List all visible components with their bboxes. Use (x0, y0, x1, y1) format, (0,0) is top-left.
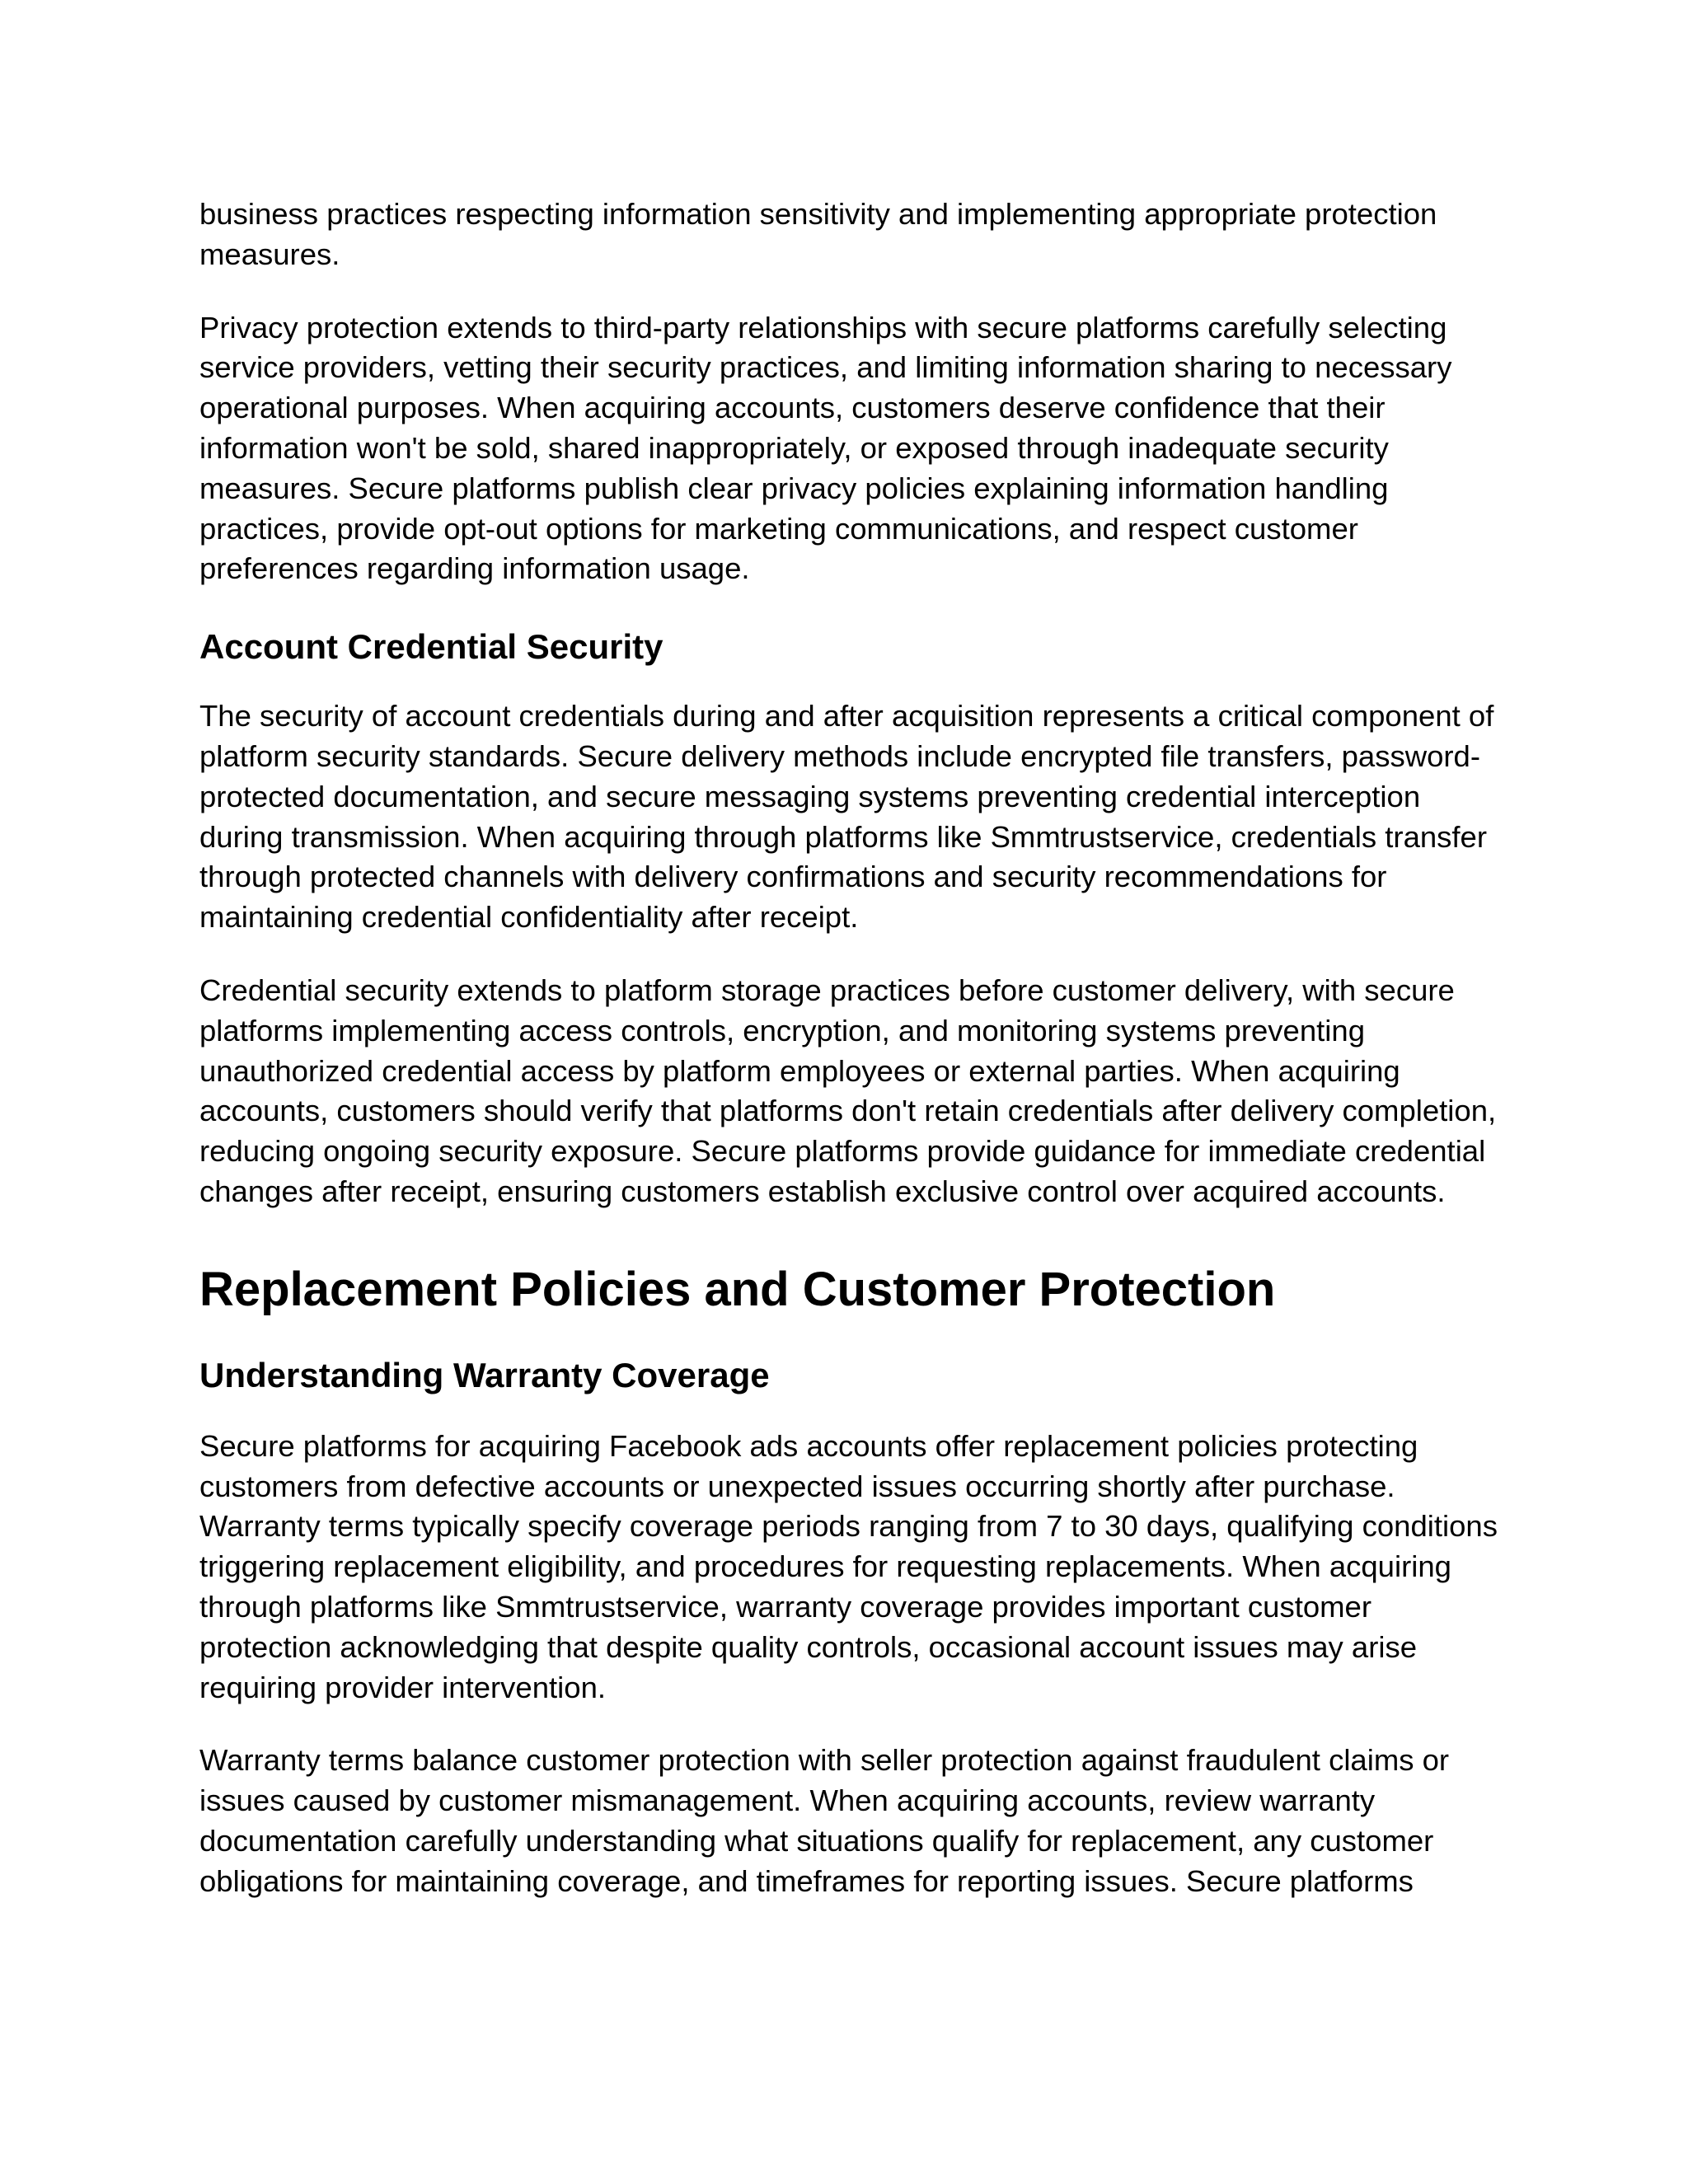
paragraph-third-party-privacy: Privacy protection extends to third-party relationships with secure platforms carefully selecting service providers, vetting their security practices, and limiting information sharing to necessary operational purposes. When acquiring accounts, customers deserve confidence that their information won't be sold, shared inappropriately, or exposed through inadequate security measures. Secure platforms publish clear privacy policies explaining information handling practices, provide opt-out options for marketing communications, and respect customer preferences regarding information usage. (199, 310, 1452, 586)
paragraph-privacy-practices: business practices respecting information sensitivity and implementing appropriate protection measures. (199, 197, 1437, 271)
paragraph-credential-storage: Credential security extends to platform storage practices before customer delivery, with secure platforms implementing access controls, encryption, and monitoring systems preventing unauthorized credential access by platform employees or external parties. When acquiring accounts, customers should verify that platforms don't retain credentials after delivery completion, reducing ongoing security exposure. Secure platforms provide guidance for immediate credential changes after receipt, ensuring customers establish exclusive control over acquired accounts. (199, 972, 1497, 1208)
paragraph-warranty-coverage: Secure platforms for acquiring Facebook ads accounts offer replacement policies protecting customers from defective accounts or unexpected issues occurring shortly after purchase. Warranty terms typically specify coverage periods ranging from 7 to 30 days, qualifying conditions triggering replacement eligibility, and procedures for requesting replacements. When acquiring through platforms like Smmtrustservice, warranty coverage provides important customer protection acknowledging that despite quality controls, occasional account issues may arise requiring provider intervention. (199, 1428, 1498, 1704)
paragraph-credential-delivery: The security of account credentials during and after acquisition represents a critical component of platform security standards. Secure delivery methods include encrypted file transfers, password-protected documentation, and secure messaging systems preventing credential interception during transmission. When acquiring through platforms like Smmtrustservice, credentials transfer through protected channels with delivery confirmations and security recommendations for maintaining credential confidentiality after receipt. (199, 699, 1494, 935)
heading-account-credential-security: Account Credential Security (199, 627, 663, 667)
document-page (199, 194, 1502, 1902)
heading-understanding-warranty: Understanding Warranty Coverage (199, 1355, 770, 1394)
paragraph-warranty-terms: Warranty terms balance customer protection with seller protection against fraudulent claims or issues caused by customer mismanagement. When acquiring accounts, review warranty documentation carefully understanding what situations qualify for replacement, any customer obligations for maintaining coverage, and timeframes for reporting issues. Secure platforms (199, 1743, 1450, 1898)
heading-replacement-policies: Replacement Policies and Customer Protection (199, 1262, 1276, 1316)
